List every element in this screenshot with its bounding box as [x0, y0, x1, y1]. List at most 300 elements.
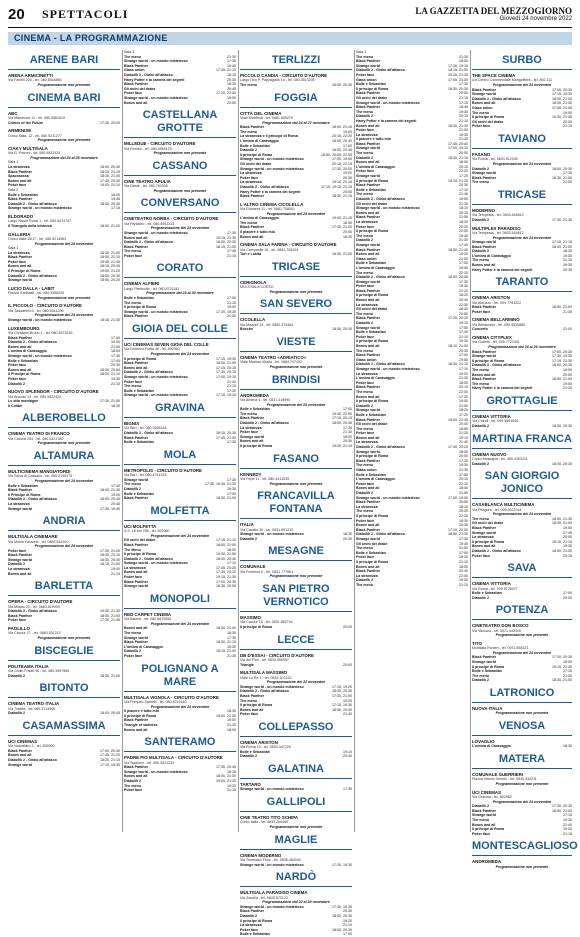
- cinema-address: Via Amena 1 - tel. 0831.418990: [240, 398, 291, 403]
- film-title: Black Panther: [356, 141, 380, 146]
- film-title: Black Panther: [356, 500, 380, 505]
- showtimes: 17:45: [563, 530, 572, 535]
- city-rule: [472, 410, 572, 411]
- film-title: Diabolik 2: [356, 403, 373, 408]
- showtimes: 22:00: [459, 389, 468, 394]
- film-title: La stranezza: [356, 573, 378, 578]
- showtimes: 18:00, 20:45: [332, 148, 352, 153]
- cinema-address: Via Tempesta - tel. 0833.544812: [472, 213, 524, 218]
- film-title: Poker face: [356, 380, 375, 385]
- showtimes: 18:00, 20:30: [332, 83, 352, 87]
- film-title: Gli orchi del drake: [240, 161, 272, 166]
- showtimes: 17:40: [459, 242, 468, 247]
- showtimes: 20:00: [343, 230, 352, 235]
- film-title: Strange world - un mondo misterioso: [8, 354, 72, 358]
- cinema-name: THE SPACE CINEMA: [472, 73, 516, 78]
- film-title: Poker face: [124, 654, 143, 658]
- showtimes: 18:30, 20:30: [100, 557, 120, 562]
- programme-note: Programmazione non presente: [269, 365, 323, 370]
- film-title: Crimes of the Future: [8, 120, 44, 125]
- cinema-name: CINEMA SALA FARINA - CIRCUITO D'AUTORE: [240, 242, 337, 248]
- showtimes: 19:15, 21:30: [216, 575, 236, 580]
- film-title: The menu: [240, 411, 257, 416]
- film-title: Il piacere è tutto mio: [356, 137, 391, 142]
- film-title: Poker face: [356, 481, 375, 486]
- film-title: Poker face: [356, 284, 375, 289]
- city-rule: [240, 313, 352, 314]
- showtime-row: [124, 584, 236, 589]
- film-title: Strange world: [356, 325, 380, 330]
- showtimes: 17:30: [563, 171, 572, 176]
- film-title: Strange world: [124, 584, 148, 589]
- showtimes: 18:15, 21:00: [216, 649, 236, 654]
- film-title: Il piacere è tutto mio: [240, 230, 275, 235]
- film-title: Bones and all: [8, 344, 32, 349]
- showtimes: 19:00: [111, 340, 120, 345]
- showtimes: 17:30, 19:40: [100, 506, 120, 511]
- film-title: Diabolik 2 - Ginko all'attacco: [8, 273, 57, 278]
- showtimes: 19:40: [459, 233, 468, 238]
- film-title: Il Principe di Roma: [8, 269, 41, 274]
- film-title: Bones and all: [472, 544, 496, 549]
- showtimes: 18:00: [227, 547, 236, 552]
- cinema-address: Via Noicattaro 2 - tel. 892960: [8, 744, 55, 749]
- showtimes: 18:30: [227, 631, 236, 636]
- showtimes: 17:10, 20:00: [448, 527, 468, 532]
- film-title: Diabolik 2 - Ginko all'attacco: [240, 689, 289, 694]
- film-title: Strange world - un mondo misterioso: [240, 787, 304, 792]
- film-title: Strange world - un mondo misterioso: [240, 862, 304, 867]
- showtimes: 18:40: [459, 486, 468, 491]
- listing-column-5: [472, 50, 578, 869]
- city-rule: [240, 886, 352, 887]
- film-title: La stranezza: [240, 180, 262, 185]
- film-title: Bones and all: [8, 264, 32, 269]
- city-heading: MONTESCAGLIOSO: [472, 840, 578, 853]
- showtimes: 17:30: [227, 388, 236, 393]
- film-title: Triangle of sadness: [124, 722, 158, 727]
- showtimes: 17:00, 21:00: [448, 77, 468, 82]
- showtimes: 21:10: [227, 300, 236, 305]
- showtimes: 19:00: [459, 578, 468, 583]
- showtimes: 18:00: [459, 160, 468, 165]
- showtimes: 18:00, 21:10: [100, 553, 120, 558]
- showtimes: 20:15, 22:20: [332, 134, 352, 139]
- film-title: Strange world - un mondo misterioso: [240, 904, 304, 909]
- cinema-name: CASABLANCA MULTICINEMA: [472, 502, 535, 508]
- showtimes: 17:30, 20:45: [216, 765, 236, 770]
- showtime-row: [8, 618, 120, 623]
- showtimes: 18:00, 20:30: [100, 164, 120, 169]
- programme-note: Programmazione del 24 novembre: [492, 161, 552, 166]
- film-title: La stranezza: [356, 302, 378, 307]
- showtimes: 19:20: [459, 252, 468, 257]
- city-heading: CINEMA BARI: [27, 91, 101, 104]
- film-title: Il principe di Roma: [124, 713, 157, 718]
- film-title: Il principe di Roma: [240, 152, 273, 157]
- showtimes: 18:00, 21:10: [100, 255, 120, 260]
- city-heading: SAN SEVERO: [259, 298, 333, 311]
- film-title: Strange world - un mondo misterioso: [124, 393, 188, 398]
- city-rule: [8, 427, 120, 428]
- showtimes: 18:15, 21:00: [448, 68, 468, 73]
- showtimes: 18:00, 20:30: [100, 273, 120, 278]
- showtimes: 17:00: [459, 353, 468, 358]
- film-title: Bolle e Sebastian: [124, 440, 154, 445]
- film-title: Poker face: [356, 224, 375, 229]
- cinema-address: Viale Lo Re 1 - tel. 0832.307433: [240, 675, 292, 680]
- city-rule: [124, 751, 236, 752]
- city-rule: [8, 660, 120, 661]
- cinema-name: CINEMA NUOVO: [472, 451, 507, 457]
- showtimes: 20:30: [343, 439, 352, 444]
- showtimes: 17:30, 19:30: [332, 862, 352, 867]
- film-title: Black Panther: [356, 353, 380, 358]
- showtimes: 20:30: [343, 536, 352, 541]
- film-title: Strange world: [8, 506, 32, 511]
- listing-column-3: [240, 50, 352, 937]
- programme-note: Programmazione del 24 novembre: [34, 241, 94, 246]
- city-heading: BITONTO: [39, 682, 89, 695]
- showtimes: 18:30, 21:00: [552, 521, 572, 526]
- programme-note: Programmazione del 24 novembre: [34, 313, 94, 318]
- film-title: Strange world: [8, 762, 32, 767]
- cinema-name: NUOVA ITALIA: [472, 706, 503, 712]
- showtimes: 20:00: [563, 119, 572, 124]
- showtimes: 17:30: [459, 536, 468, 541]
- film-title: Strange world - un mondo misterioso: [356, 206, 420, 211]
- page-header: [8, 6, 572, 26]
- cinema-address: Via Mazzini 14 - tel. 0882.374484: [240, 322, 294, 327]
- showtimes: 17:30: [343, 425, 352, 430]
- city-heading: SANTERAMO: [144, 736, 216, 749]
- city-rule: [8, 697, 120, 698]
- film-title: Bolle e Sebastian: [8, 483, 38, 488]
- showtimes: 21:10: [459, 559, 468, 564]
- city-rule: [124, 417, 236, 418]
- showtimes: 20:20: [459, 509, 468, 514]
- cinema-address: c/o Centro Commerciale Mongolfiera - tel. 892.111: [472, 78, 552, 83]
- showtimes: 19:40: [459, 399, 468, 404]
- showtime-row: [472, 180, 572, 185]
- showtimes: 17:00: [459, 261, 468, 266]
- film-title: The menu: [472, 818, 489, 822]
- showtimes: 17:30: [459, 458, 468, 463]
- film-title: Strange world: [356, 449, 380, 454]
- film-title: Poker face: [472, 553, 491, 558]
- film-title: The menu: [472, 258, 489, 263]
- city-heading: GIOIA DEL COLLE: [132, 323, 228, 336]
- film-title: Black Panther: [124, 579, 148, 584]
- film-title: The menu: [356, 151, 373, 156]
- showtimes: 19:00: [563, 253, 572, 258]
- city-heading: LECCE: [277, 633, 315, 646]
- film-title: Diabolik 2: [240, 914, 257, 919]
- film-title: Glass onion: [472, 105, 493, 110]
- city-rule: [124, 608, 236, 609]
- showtimes: 18:00: [111, 349, 120, 354]
- cinema-address: Via Pompeo Sarnelli - tel. 080.4241440: [124, 700, 187, 704]
- showtime-row: [472, 218, 572, 223]
- showtimes: 17:30: [227, 59, 236, 64]
- film-title: The menu: [356, 54, 373, 59]
- cinema-address: S.S. 16 km 785 - tel. 892960: [124, 529, 170, 534]
- city-rule: [8, 69, 120, 70]
- showtimes: 20:00: [563, 535, 572, 540]
- city-rule: [472, 702, 572, 703]
- showtimes: 19:00, 21:10: [332, 443, 352, 448]
- cinema-address: Corso Italia - tel. 0833.266460: [240, 820, 289, 825]
- showtimes: 20:30: [459, 183, 468, 188]
- film-title: The menu: [240, 698, 257, 703]
- film-title: Strange world - un mondo misterioso: [124, 561, 188, 566]
- film-title: Diabolik 2 - Ginko all'attacco: [356, 445, 405, 450]
- showtimes: 17:30: [227, 477, 236, 482]
- showtimes: 18:00, 21:00: [552, 244, 572, 249]
- showtimes: 22:10: [459, 270, 468, 275]
- film-title: Bones and all: [240, 439, 264, 444]
- film-title: Bones and all: [8, 367, 32, 372]
- film-title: Black Panther: [124, 82, 148, 87]
- showtimes: 18:30: [459, 518, 468, 523]
- film-title: Poker face: [356, 72, 375, 77]
- film-title: The menu: [240, 129, 257, 134]
- film-title: La stranezza e il principe di Roma: [240, 134, 298, 139]
- showtimes: 20:40: [459, 422, 468, 427]
- cinema-name: CINE TEATRO APULIA: [124, 178, 171, 184]
- showtimes: 19:00: [111, 492, 120, 497]
- film-title: Black Panther: [356, 417, 380, 422]
- cinema-address: Via Gravina - tel. 892960: [472, 795, 512, 800]
- showtimes: 19:30: [563, 263, 572, 268]
- cinema-name: TARTARO: [240, 782, 261, 788]
- showtimes: 18:00, 20:40: [216, 556, 236, 561]
- film-title: Bolle e Sebastian: [356, 472, 386, 477]
- cinema-name: ELDORADO: [8, 213, 34, 219]
- city-heading: POLIGNANO A MARE: [141, 662, 219, 688]
- showtimes: 17:30, 20:00: [332, 166, 352, 171]
- showtimes: 17:30, 21:00: [332, 693, 352, 698]
- showtimes: 20:15: [459, 210, 468, 215]
- film-title: Il principe di Roma: [472, 539, 505, 544]
- showtimes: 21:40: [563, 822, 572, 827]
- showtime-row: [124, 393, 236, 398]
- showtimes: 19:00: [343, 171, 352, 176]
- showtime-row: [240, 235, 352, 240]
- programme-note: Programmazione del 24 novembre: [492, 799, 552, 804]
- showtimes: 18:15, 21:15: [552, 539, 572, 544]
- cinema-address: Via Cavour 16 - tel. 0831.652744: [240, 620, 293, 625]
- film-title: The menu: [240, 220, 257, 225]
- showtimes: 18:00, 20:30: [552, 166, 572, 171]
- showtimes: 19:20: [343, 918, 352, 923]
- showtimes: 18:50, 20:55, 22:55: [321, 152, 352, 157]
- film-title: Bolle e Sebastian: [240, 407, 270, 412]
- film-title: La stranezza: [124, 565, 146, 570]
- programme-note: Programmazione non presente: [269, 825, 323, 830]
- film-title: L'ombra di Caravaggio: [356, 477, 395, 482]
- showtime-row: [124, 440, 236, 445]
- film-title: L'ombra di Caravaggio: [240, 138, 279, 143]
- showtimes: 21:30: [459, 468, 468, 473]
- showtimes: 17:20: [459, 174, 468, 179]
- film-title: Diabolik 2: [472, 461, 489, 466]
- city-rule: [240, 389, 352, 390]
- cinema-name: TITO: [472, 640, 482, 646]
- showtimes: 19:00: [227, 305, 236, 310]
- showtimes: 18:30, 21:30: [552, 101, 572, 106]
- film-title: Bones and all: [124, 626, 148, 631]
- programme-note: Programmazione del 24 novembre: [492, 83, 552, 87]
- showtimes: 18:00, 21:30: [552, 516, 572, 521]
- cinema-address: Largo Don P. Pappagallo 14 - tel. 080.3513208: [240, 78, 315, 83]
- film-title: Poker face: [124, 253, 143, 258]
- showtimes: 17:00, 19:00: [448, 495, 468, 500]
- showtime-row: [124, 496, 236, 501]
- city-heading: CORATO: [156, 262, 204, 275]
- film-title: Poker face: [356, 169, 375, 174]
- showtimes: 21:20: [459, 288, 468, 293]
- showtimes: 18:00, 21:00: [216, 774, 236, 779]
- showtimes: 18:15: [227, 72, 236, 77]
- film-title: Il principe di Roma: [240, 918, 273, 923]
- city-heading: POTENZA: [495, 604, 549, 617]
- showtime-row: [240, 787, 352, 792]
- showtimes: 17:15, 21:30: [552, 358, 572, 363]
- film-title: La stranezza: [8, 164, 30, 169]
- film-title: Bones and all: [472, 372, 496, 377]
- film-title: Il piacere è tutto mio: [124, 709, 159, 714]
- film-title: Strange world - un mondo misterioso: [356, 100, 420, 105]
- showtimes: 17:00: [227, 491, 236, 496]
- showtimes: 17:00: [111, 335, 120, 340]
- city-heading: BARLETTA: [34, 580, 94, 593]
- listing-column-2: [124, 50, 236, 832]
- programme-note: Programmazione non presente: [153, 151, 207, 156]
- film-title: Poker face: [8, 363, 27, 368]
- film-title: The menu: [356, 509, 373, 514]
- showtimes: 19:00, 21:30: [100, 609, 120, 614]
- city-rule: [472, 855, 572, 856]
- film-title: The menu: [472, 368, 489, 372]
- film-title: Diabolik 2: [472, 423, 489, 428]
- showtimes: 19:40: [227, 63, 236, 68]
- showtimes: 18:10: [459, 504, 468, 509]
- film-title: The menu: [472, 180, 489, 185]
- film-title: Bolle e Sebastian: [124, 388, 154, 393]
- film-title: Black Panther: [472, 349, 496, 354]
- showtimes: 18:00, 21:00: [552, 548, 572, 553]
- showtimes: 19:10: [459, 321, 468, 326]
- city-heading: ANDRIA: [42, 515, 86, 528]
- showtimes: 19:20: [459, 371, 468, 376]
- screen-label: Sala 1: [8, 160, 19, 165]
- showtimes: 21:40: [459, 192, 468, 197]
- showtimes: 18:00, 21:00: [332, 252, 352, 257]
- cinema-address: Via Roma - tel. 099.9726077: [472, 586, 518, 591]
- showtimes: 18:30, 21:00: [552, 175, 572, 180]
- city-rule: [240, 351, 352, 352]
- film-title: Il principe di Roma: [240, 703, 273, 708]
- film-title: Diabolik 2: [356, 114, 373, 119]
- cinema-address: Via Cavallo 10 - tel. 0831.851213: [240, 527, 294, 532]
- cinema-address: Via Tommaso Fiore - tel. 0836.484040: [240, 858, 301, 863]
- film-title: Strange world - un mondo misterioso: [240, 684, 304, 689]
- showtime-row: [240, 754, 352, 759]
- showtime-row: [8, 404, 120, 409]
- film-title: Strange world: [356, 63, 380, 68]
- showtimes: 17:30, 19:30, 21:30: [205, 482, 236, 487]
- film-title: Black Panther: [472, 244, 496, 249]
- film-title: Poker face: [124, 379, 143, 384]
- showtime-row: [124, 788, 236, 793]
- film-title: Bones and all: [124, 100, 148, 105]
- showtime-row: [8, 507, 120, 512]
- showtimes: 18:50: [459, 426, 468, 431]
- showtimes: 17:30: [343, 787, 352, 792]
- showtimes: 17:10: [227, 561, 236, 566]
- showtimes: 19:00: [227, 718, 236, 723]
- film-title: La stranezza: [356, 440, 378, 445]
- film-title: Black Panther: [356, 215, 380, 220]
- film-title: Bones and all: [356, 344, 380, 348]
- showtimes: 20:40: [343, 754, 352, 759]
- showtimes: 21:15: [459, 95, 468, 100]
- cinema-address: Piazza Garibaldi - tel. 080.3356200: [8, 291, 65, 296]
- film-title: Diabolik 2: [356, 491, 373, 495]
- film-title: Black Panther: [472, 808, 496, 813]
- showtime-row: [8, 674, 120, 679]
- film-title: The menu: [124, 249, 141, 254]
- showtimes: 20:00: [343, 189, 352, 194]
- city-heading: MOLFETTA: [150, 504, 210, 517]
- showtime-row: [8, 763, 120, 768]
- listing-column-1: [8, 50, 120, 832]
- film-title: Black Panther: [472, 175, 496, 180]
- film-title: Poker face: [8, 618, 27, 623]
- cinema-name: PICCOLO CANDIA - CIRCUITO D'AUTORE: [240, 73, 328, 78]
- city-heading: SURBO: [502, 54, 542, 66]
- showtimes: 21:40: [459, 440, 468, 445]
- showtimes: 21:50: [459, 546, 468, 551]
- showtimes: 18:00, 21:00: [552, 377, 572, 382]
- city-rule: [472, 619, 572, 620]
- film-title: Bocche: [240, 327, 253, 332]
- cinema-address: Via Romeo - tel. 080.4965123: [124, 146, 172, 151]
- film-title: Black Panther: [124, 244, 148, 249]
- film-title: Le otto montagne: [8, 399, 39, 404]
- showtimes: 17:45, 21:20: [100, 753, 120, 758]
- film-title: Black Panther: [124, 640, 148, 645]
- showtimes: 17:15, 21:10: [216, 538, 236, 543]
- showtimes: 17:30, 20:30: [552, 804, 572, 809]
- showtimes: 20:00: [343, 624, 352, 629]
- film-title: La stranezza: [356, 371, 378, 376]
- city-heading: CASAMASSIMA: [22, 719, 106, 732]
- film-title: Strange world: [240, 434, 264, 439]
- film-title: Bones and all: [472, 263, 496, 268]
- showtimes: 20:10: [459, 385, 468, 390]
- film-title: La stranezza: [356, 219, 378, 224]
- film-title: Diabolik 2 - Ginko all'attacco: [240, 184, 289, 189]
- showtimes: 17:00, 19:00: [332, 157, 352, 162]
- film-title: Bones and all: [240, 234, 264, 239]
- city-heading: TERLIZZI: [271, 54, 321, 66]
- film-title: Diabolik 2 - Ginko all'attacco: [356, 197, 405, 201]
- film-title: Black Panther: [124, 361, 148, 366]
- showtimes: 18:10, 21:00: [448, 344, 468, 348]
- film-title: Diabolik 2 - Ginko all'attacco: [124, 72, 173, 77]
